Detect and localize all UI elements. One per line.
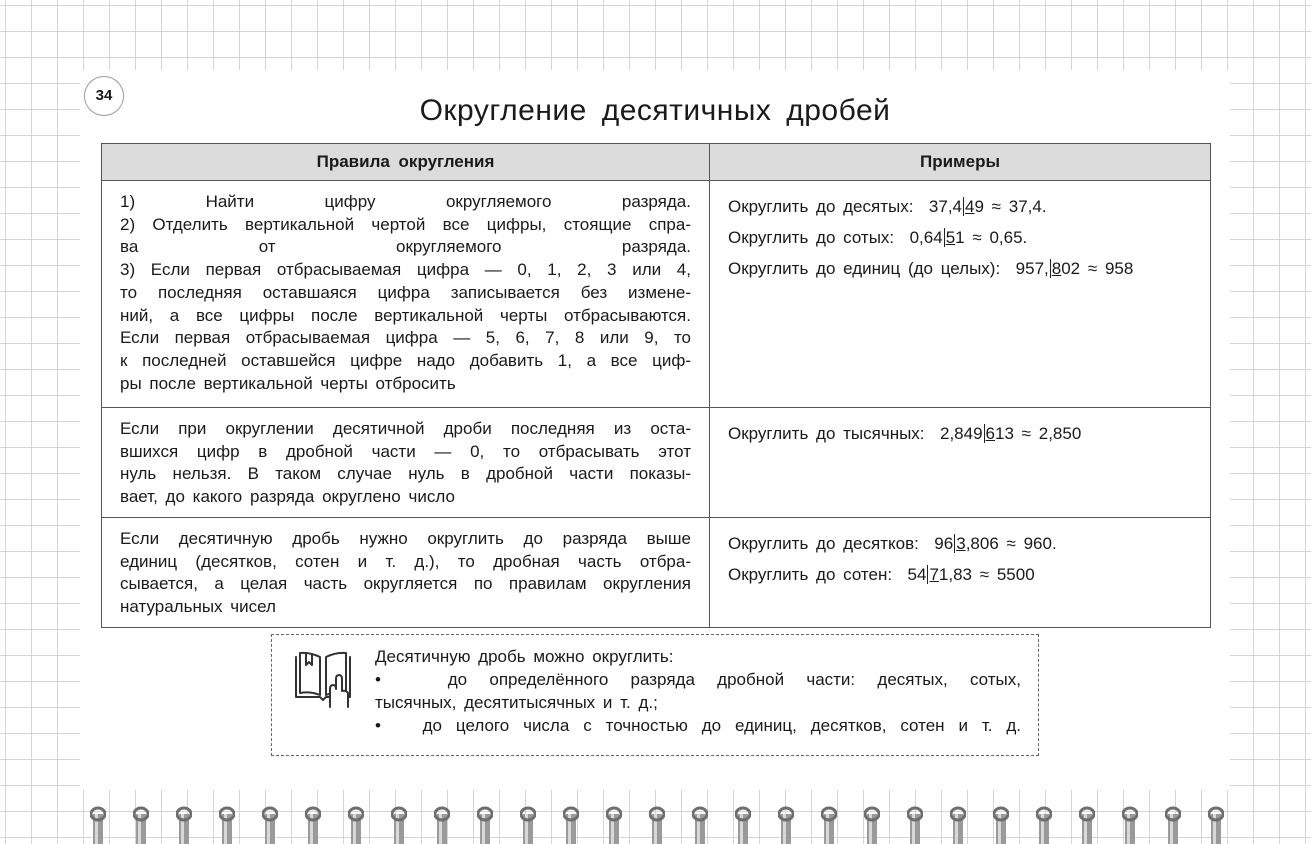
end-punct: .	[1051, 533, 1057, 553]
note-intro: Десятичную дробь можно округлить:	[375, 647, 674, 666]
binding-ring	[1165, 806, 1181, 844]
note-text	[375, 645, 1021, 737]
table-row	[102, 517, 1211, 627]
header-examples: Примеры	[710, 144, 1211, 181]
example-number	[910, 228, 1028, 247]
example-number	[934, 534, 1056, 553]
dropped-digits: 1,83	[938, 564, 973, 584]
binding-ring	[563, 806, 579, 844]
rule-line: 3) Если первая отбрасываемая цифра — 0, 1, 2, 3 или 4,	[120, 260, 691, 280]
binding-ring	[90, 806, 106, 844]
note-bullet-1-line-2: тысячных, десятитысячных и т. д.;	[375, 693, 658, 712]
dropped-digits: 9	[974, 197, 984, 216]
vertical-bar-cut	[984, 424, 1014, 443]
example-number	[929, 197, 1047, 216]
rule-line: то последняя оставшаяся цифра записывается без измене-	[120, 282, 691, 302]
rule-line: вает, до какого разряда округлено число	[120, 487, 455, 507]
rule-line: Если первая отбрасываемая цифра — 5, 6, 7, 8 или 9, то	[120, 328, 691, 348]
example-label: Округлить до тысячных:	[728, 424, 925, 443]
example-label: Округлить до единиц (до целых):	[728, 259, 1001, 278]
open-book-hand-icon	[292, 649, 354, 709]
binding-ring	[477, 806, 493, 844]
example-number	[940, 424, 1081, 443]
example-label: Округлить до десятков:	[728, 533, 919, 553]
kept-digits: 54	[907, 564, 927, 584]
rounded-result: 960	[1023, 533, 1052, 553]
rule-line: нуль нельзя. В таком случае нуль в дробной части показы-	[120, 464, 691, 484]
binding-ring	[133, 806, 149, 844]
example-number	[908, 565, 1035, 584]
kept-digits: 957,	[1015, 259, 1049, 278]
binding-ring	[262, 806, 278, 844]
kept-digits: 37,4	[928, 197, 962, 216]
approx-sign: ≈	[991, 197, 1002, 216]
header-rules: Правила округления	[102, 144, 710, 181]
binding-ring	[348, 806, 364, 844]
rule-line: 2) Отделить вертикальной чертой все цифры, стоящие спра-	[120, 214, 691, 234]
binding-ring	[649, 806, 665, 844]
note-bullet-2	[375, 714, 1021, 737]
examples-cell	[710, 181, 1211, 408]
rounded-result: 5500	[996, 564, 1035, 584]
vertical-bar-cut	[963, 197, 984, 216]
rule-line: ры после вертикальной черты отбросить	[120, 373, 456, 393]
rule-line: к последней оставшейся цифре надо добавить 1, а все циф-	[120, 350, 691, 370]
rule-line: Если при округлении десятичной дроби последняя из оста-	[120, 419, 691, 438]
rule-cell	[102, 408, 710, 518]
approx-sign: ≈	[972, 228, 982, 247]
dropped-digits: 02	[1061, 259, 1081, 278]
rounded-result: 0,65	[989, 228, 1023, 247]
rule-line: 1) Найти цифру округляемого разряда.	[120, 192, 691, 211]
rounded-result: 958	[1104, 259, 1134, 278]
binding-ring	[391, 806, 407, 844]
rule-cell	[102, 517, 710, 627]
kept-digits: 96	[934, 533, 954, 553]
note-bullet-1	[375, 668, 1021, 714]
binding-ring	[1122, 806, 1138, 844]
rule-cell	[102, 181, 710, 408]
binding-ring	[520, 806, 536, 844]
binding-ring	[907, 806, 923, 844]
first-dropped-digit: 8	[1051, 259, 1062, 278]
table-row	[102, 408, 1211, 518]
example-label: Округлить до сотен:	[728, 564, 893, 584]
note-bullet-2-text: до целого числа с точностью до единиц, десятков, сотен и т. д.	[422, 716, 1022, 735]
example-line	[728, 191, 1192, 222]
note-bullet-2-line	[375, 714, 1021, 737]
page-number: 34	[84, 76, 124, 116]
note-bullet-1-text: до определённого разряда дробной части: десятых, сотых,	[447, 670, 1021, 689]
kept-digits: 0,64	[909, 228, 943, 247]
dropped-digits: ,806	[965, 533, 999, 553]
approx-sign: ≈	[979, 564, 990, 584]
binding-ring	[778, 806, 794, 844]
rule-line: вшихся цифр в дробной части — 0, то отбрасывать этот	[120, 441, 691, 461]
binding-ring	[176, 806, 192, 844]
bullet-mark: •	[375, 670, 381, 689]
rule-line: сывается, а целая часть округляется по правилам округления	[120, 574, 691, 594]
example-line	[728, 528, 1192, 559]
rounding-rules-table	[101, 143, 1211, 628]
spiral-binding	[0, 800, 1311, 844]
note-box	[271, 634, 1039, 756]
rounded-result: 2,850	[1038, 424, 1082, 443]
binding-ring	[1079, 806, 1095, 844]
example-label: Округлить до десятых:	[728, 197, 914, 216]
binding-ring	[864, 806, 880, 844]
approx-sign: ≈	[1087, 259, 1098, 278]
binding-ring	[950, 806, 966, 844]
table-row	[102, 181, 1211, 408]
rounded-result: 37,4	[1008, 197, 1042, 216]
binding-ring	[993, 806, 1009, 844]
approx-sign: ≈	[1006, 533, 1016, 553]
binding-ring	[305, 806, 321, 844]
first-dropped-digit: 3	[956, 533, 966, 553]
bullet-mark: •	[375, 716, 381, 735]
example-line	[728, 418, 1192, 449]
example-line	[728, 253, 1192, 284]
page-title: Округление десятичных дробей	[419, 94, 891, 127]
binding-ring	[692, 806, 708, 844]
binding-ring	[1208, 806, 1224, 844]
examples-cell	[710, 408, 1211, 518]
rule-line: ва от округляемого разряда.	[120, 237, 691, 257]
approx-sign: ≈	[1021, 424, 1031, 443]
first-dropped-digit: 6	[985, 424, 995, 443]
example-line	[728, 222, 1192, 253]
kept-digits: 2,849	[939, 424, 983, 443]
first-dropped-digit: 5	[945, 228, 956, 247]
binding-ring	[606, 806, 622, 844]
note-bullet-1-line-1	[375, 668, 1021, 691]
examples-cell	[710, 517, 1211, 627]
vertical-bar-cut	[927, 565, 972, 584]
binding-ring	[434, 806, 450, 844]
example-number	[1016, 259, 1134, 278]
first-dropped-digit: 4	[965, 197, 975, 216]
binding-ring	[735, 806, 751, 844]
vertical-bar-cut	[954, 534, 999, 553]
example-line	[728, 559, 1192, 590]
rule-line: Если десятичную дробь нужно округлить до разряда выше	[120, 528, 691, 548]
vertical-bar-cut	[1050, 259, 1080, 278]
end-punct: .	[1022, 228, 1028, 247]
binding-ring	[821, 806, 837, 844]
binding-ring	[1036, 806, 1052, 844]
rule-line: ний, а все цифры после вертикальной черты отбрасываются.	[120, 305, 691, 325]
rule-line: натуральных чисел	[120, 596, 276, 616]
binding-ring	[219, 806, 235, 844]
example-label: Округлить до сотых:	[728, 228, 895, 247]
rule-line: единиц (десятков, сотен и т. д.), то дробная часть отбра-	[120, 551, 691, 571]
vertical-bar-cut	[944, 228, 965, 247]
first-dropped-digit: 7	[929, 564, 939, 584]
end-punct: .	[1041, 197, 1047, 216]
dropped-digits: 1	[955, 228, 965, 247]
dropped-digits: 13	[995, 424, 1014, 443]
